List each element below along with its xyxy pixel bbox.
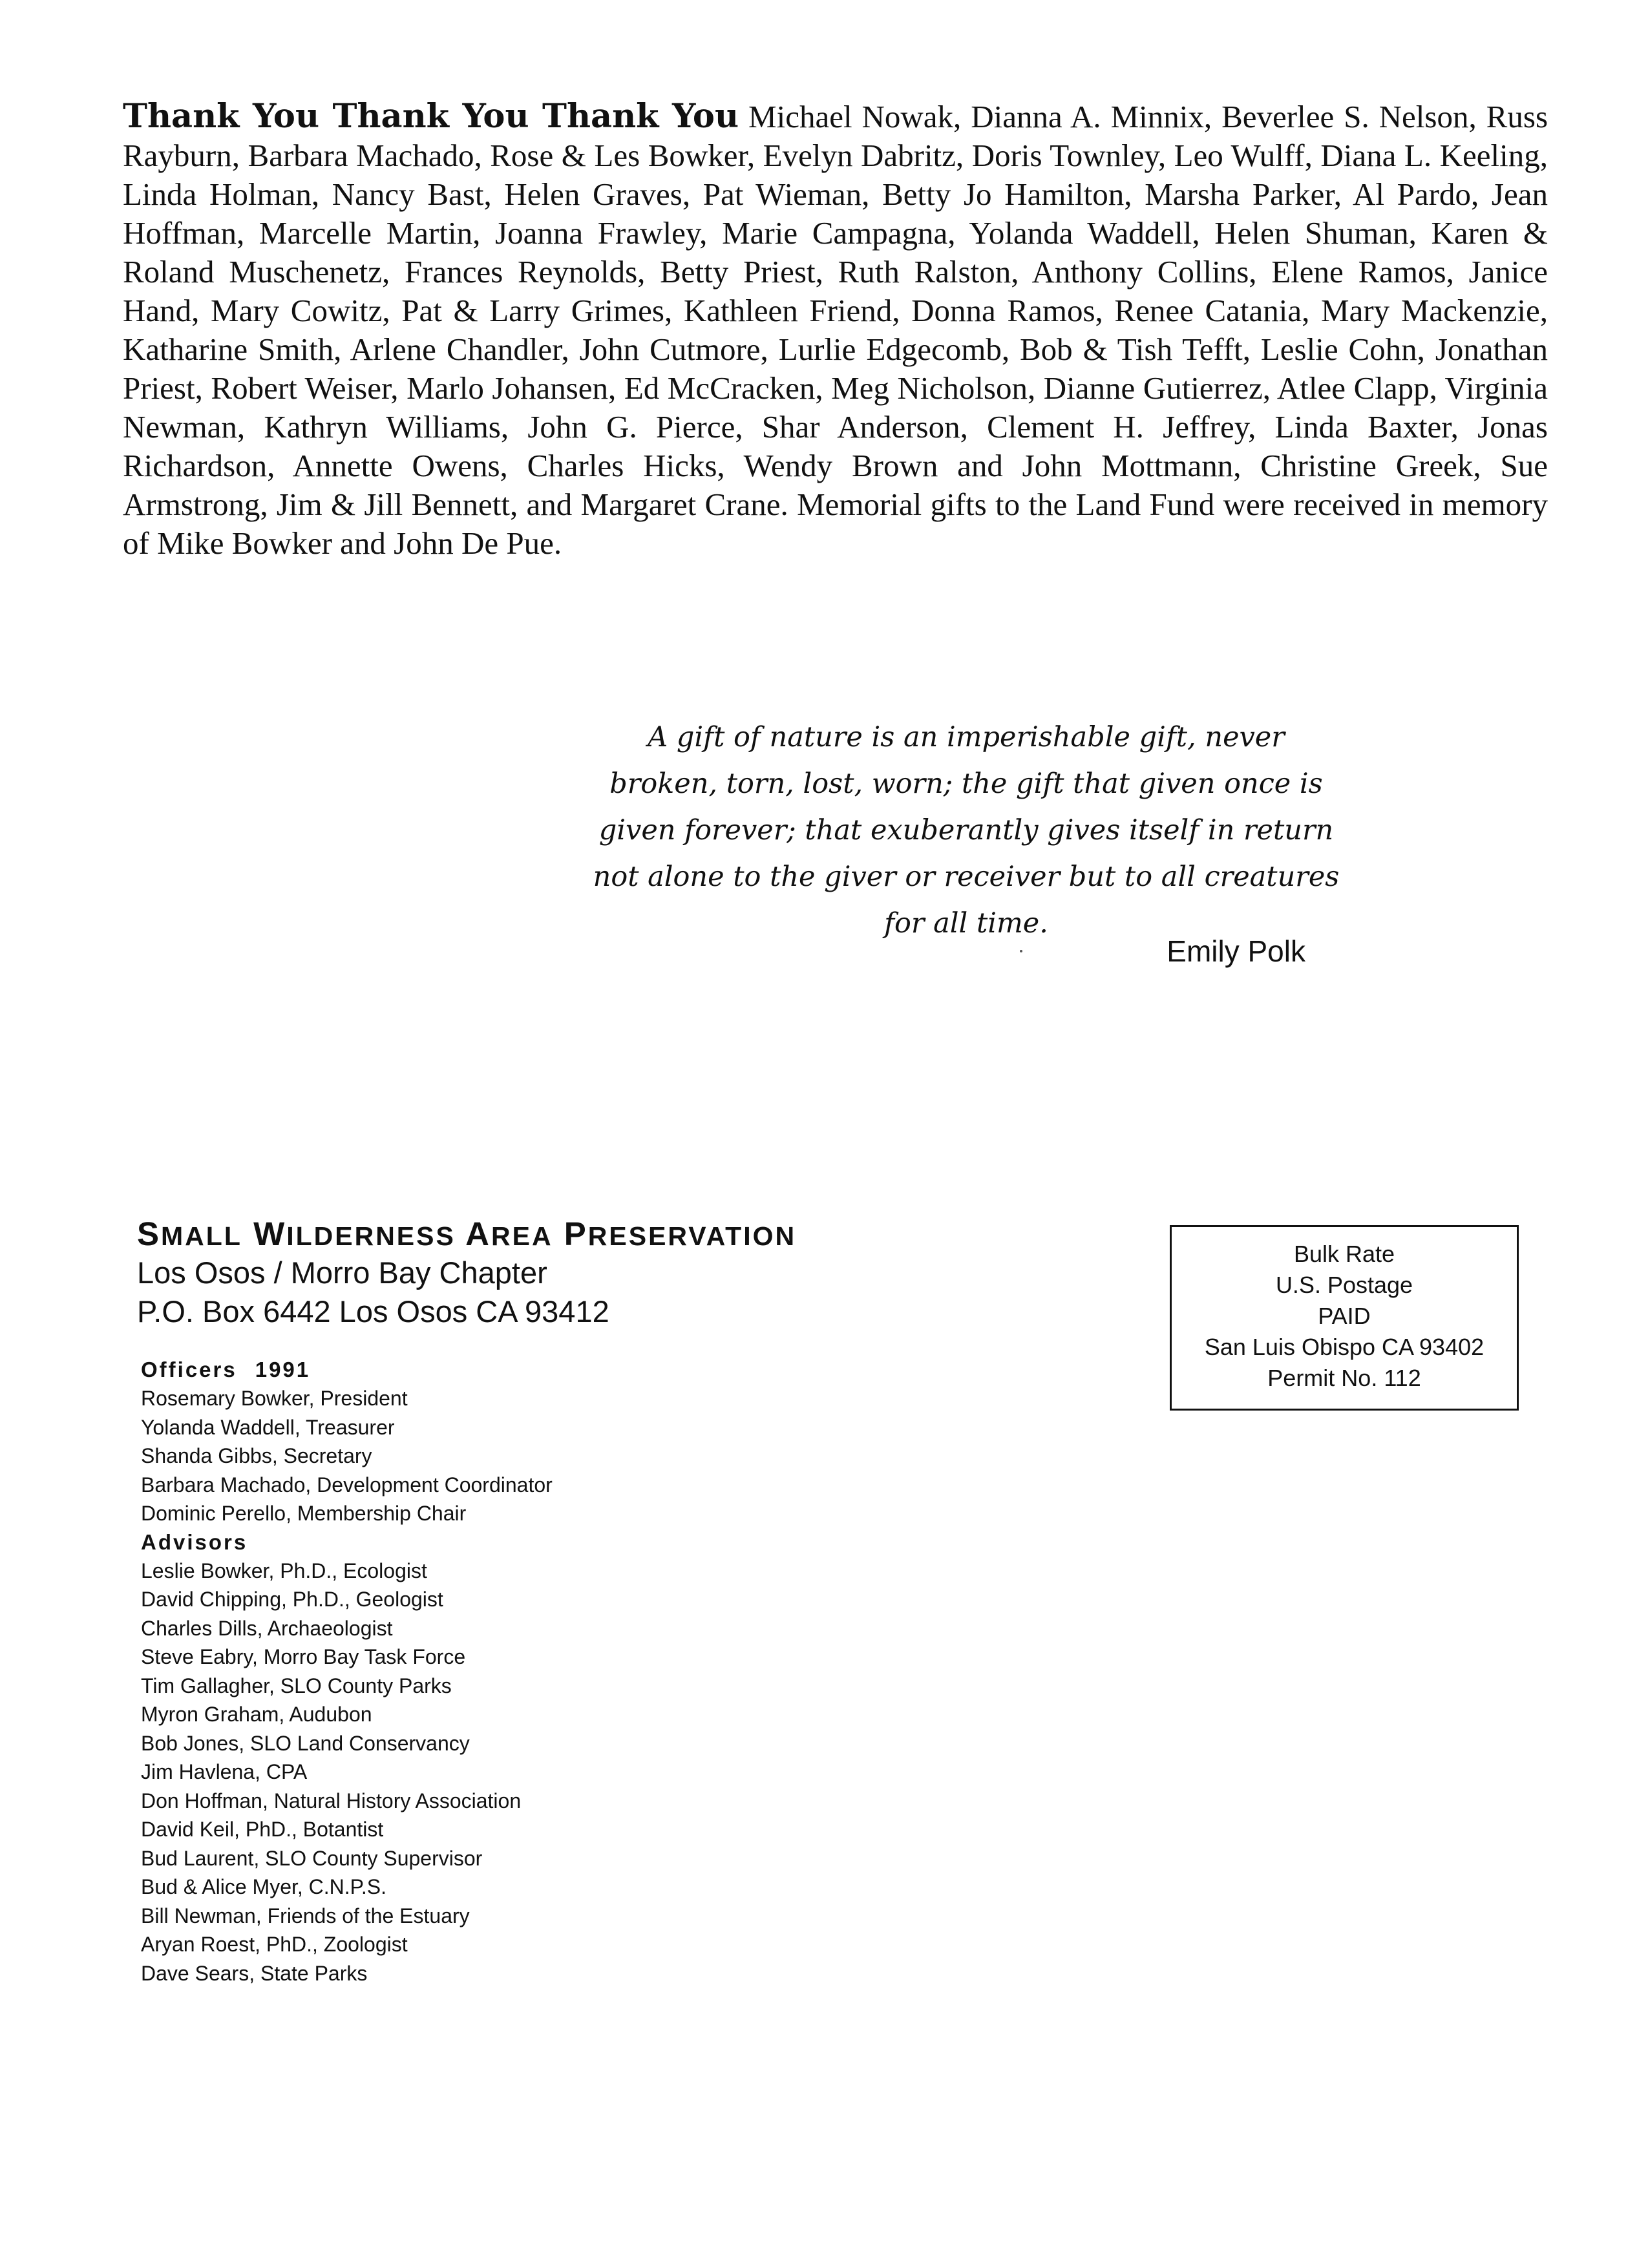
organization-name-text: SMALL WILDERNESS AREA PRESERVATION <box>137 1215 797 1252</box>
officer-entry: Rosemary Bowker, President <box>141 1387 408 1410</box>
advisor-entry: Charles Dills, Archaeologist <box>141 1616 393 1640</box>
advisor-entry: Aryan Roest, PhD., Zoologist <box>141 1933 408 1956</box>
quote-line: A gift of nature is an imperishable gift, never <box>648 721 1285 753</box>
advisor-entry: Jim Havlena, CPA <box>141 1760 308 1783</box>
officer-entry: Barbara Machado, Development Coordinator <box>141 1473 553 1496</box>
advisor-entry: Dave Sears, State Parks <box>141 1961 368 1985</box>
quote-line: broken, torn, lost, worn; the gift that given once is <box>609 768 1323 800</box>
postage-line: San Luis Obispo CA 93402 <box>1204 1334 1484 1360</box>
officers-heading <box>141 1356 553 1384</box>
organization-name <box>137 1215 796 1253</box>
advisor-entry: Bob Jones, SLO Land Conservancy <box>141 1731 470 1755</box>
officer-entry: Yolanda Waddell, Treasurer <box>141 1415 395 1439</box>
advisor-entry: Bill Newman, Friends of the Estuary <box>141 1904 470 1927</box>
advisors-list <box>141 1557 553 1988</box>
advisor-entry: David Chipping, Ph.D., Geologist <box>141 1588 443 1611</box>
advisor-entry: Bud Laurent, SLO County Supervisor <box>141 1846 483 1870</box>
quote-line: not alone to the giver or receiver but to all creatures <box>593 861 1340 893</box>
thank-you-paragraph <box>123 97 1548 563</box>
quote-author: Emily Polk <box>1167 934 1305 968</box>
officer-entry: Dominic Perello, Membership Chair <box>141 1502 467 1525</box>
nature-quote <box>569 714 1364 947</box>
advisor-entry: Don Hoffman, Natural History Association <box>141 1789 522 1812</box>
advisor-entry: David Keil, PhD., Botantist <box>141 1818 384 1841</box>
thank-you-heading: Thank You Thank You Thank You <box>123 97 739 136</box>
organization-chapter: Los Osos / Morro Bay Chapter <box>137 1255 547 1290</box>
donor-list: Michael Nowak, Dianna A. Minnix, Beverlee S. Nelson, Russ Rayburn, Barbara Machado, Rose & Les Bowker, Evelyn Dabritz, Doris Townley, Leo Wulff, Diana L. Keeling, Linda Holman, Nancy Bast, Helen Graves, Pat Wieman, Betty Jo Hamilton, Marsha Parker, Al Pardo, Jean Hoffman, Marcelle Martin, Joanna Frawley, Marie Campagna, Yolanda Waddell, Helen Shuman, Karen & Roland Muschenetz, Frances Reynolds, Betty Priest, Ruth Ralston, Anthony Collins, Elene Ramos, Janice Hand, Mary Cowitz, Pat & Larry Grimes, Kathleen Friend, Donna Ramos, Renee Catania, Mary Mackenzie, Katharine Smith, Arlene Chandler, John Cutmore, Lurlie Edgecomb, Bob & Tish Tefft, Leslie Cohn, Jonathan Priest, Robert Weiser, Marlo Johansen, Ed McCracken, Meg Nicholson, Dianne Gutierrez, Atlee Clapp, Virginia Newman, Kathryn Williams, John G. Pierce, Shar Anderson, Clement H. Jeffrey, Linda Baxter, Jonas Richardson, Annette Owens, Charles Hicks, Wendy Brown and John Mottmann, Christine Greek, Sue Armstrong, Jim & Jill Bennett, and Margaret Crane. Memorial gifts to the Land Fund were received in memory of Mike Bowker and John De Pue. <box>123 99 1548 561</box>
officer-entry: Shanda Gibbs, Secretary <box>141 1444 372 1467</box>
postage-line: Bulk Rate <box>1293 1241 1395 1267</box>
officers-heading-label: Officers <box>141 1358 237 1381</box>
officers-list <box>141 1384 553 1528</box>
bulk-rate-postage-indicia <box>1170 1225 1519 1411</box>
advisor-entry: Tim Gallagher, SLO County Parks <box>141 1674 452 1697</box>
advisor-entry: Bud & Alice Myer, C.N.P.S. <box>141 1875 387 1898</box>
advisor-entry: Leslie Bowker, Ph.D., Ecologist <box>141 1559 427 1582</box>
postage-line: U.S. Postage <box>1275 1272 1413 1298</box>
advisor-entry: Steve Eabry, Morro Bay Task Force <box>141 1645 466 1668</box>
postage-line: Permit No. 112 <box>1267 1365 1421 1391</box>
postage-line: PAID <box>1318 1303 1371 1329</box>
organization-address: P.O. Box 6442 Los Osos CA 93412 <box>137 1294 609 1328</box>
advisor-entry: Myron Graham, Audubon <box>141 1703 372 1726</box>
quote-line: for all time. <box>884 907 1048 940</box>
advisors-heading: Advisors <box>141 1529 248 1554</box>
officers-year: 1991 <box>255 1358 311 1381</box>
officers-and-advisors <box>141 1356 553 1988</box>
quote-line: given forever; that exuberantly gives itself in return <box>598 814 1334 846</box>
